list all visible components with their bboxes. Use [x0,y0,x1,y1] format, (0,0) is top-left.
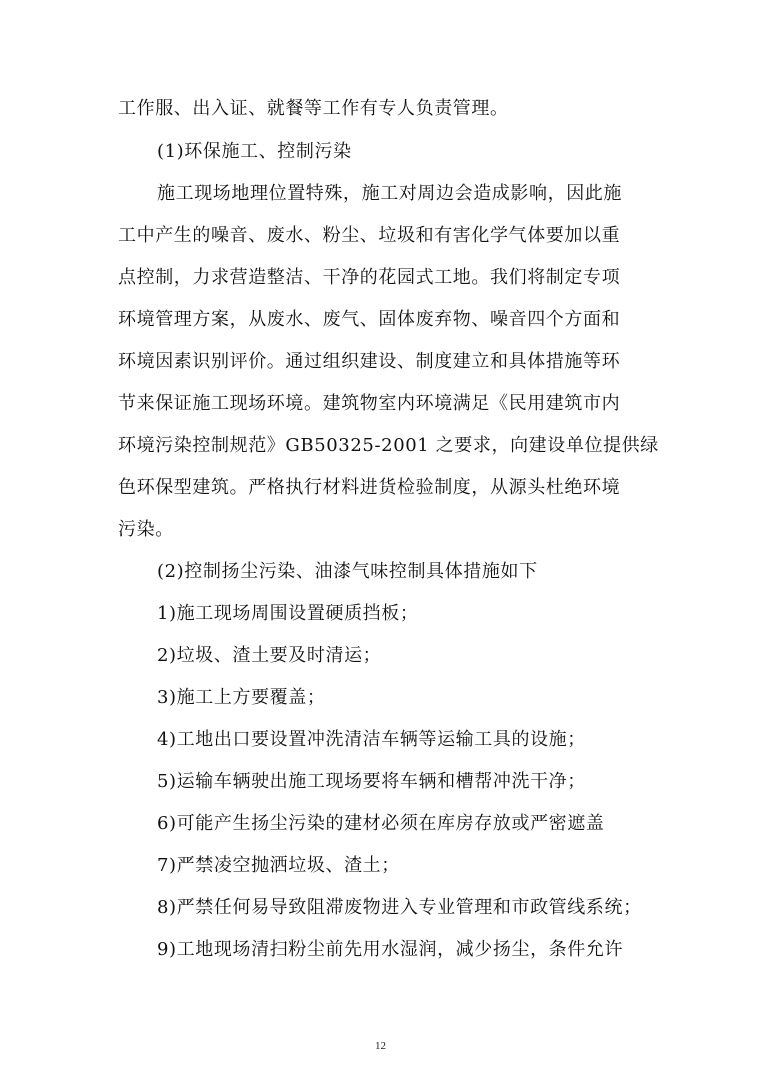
list-item-8: 8)严禁任何易导致阻滞废物进入专业管理和市政管线系统； [157,897,642,918]
list-item-2: 2)垃圾、渣土要及时清运； [157,645,382,666]
list-item-7: 7)严禁凌空抛洒垃圾、渣土； [157,855,400,876]
text-line-10: 色环保型建筑。严格执行材料进货检验制度，从源头杜绝环境 [118,477,621,498]
text-line-1: 工作服、出入证、就餐等工作有专人负责管理。 [118,98,509,119]
text-line-3: 施工现场地理位置特殊，施工对周边会造成影响，因此施 [157,183,622,204]
section-heading-1: (1)环保施工、控制污染 [157,141,352,162]
list-item-6: 6)可能产生扬尘污染的建材必须在库房存放或严密遮盖 [157,813,605,834]
text-line-9: 环境污染控制规范》GB50325-2001 之要求，向建设单位提供绿 [118,435,659,456]
list-item-5: 5)运输车辆驶出施工现场要将车辆和槽帮冲洗干净； [157,771,586,792]
list-item-3: 3)施工上方要覆盖； [157,687,326,708]
text-line-7: 环境因素识别评价。通过组织建设、制度建立和具体措施等环 [118,351,621,372]
section-heading-2: (2)控制扬尘污染、油漆气味控制具体措施如下 [157,561,538,582]
page-number: 12 [375,1040,386,1052]
list-item-9: 9)工地现场清扫粉尘前先用水湿润，减少扬尘，条件允许 [157,939,624,960]
text-line-8: 节来保证施工现场环境。建筑物室内环境满足《民用建筑市内 [118,393,621,414]
text-line-11: 污染。 [118,519,174,540]
list-item-4: 4)工地出口要设置冲洗清洁车辆等运输工具的设施； [157,729,586,750]
text-line-6: 环境管理方案，从废水、废气、固体废弃物、噪音四个方面和 [118,309,621,330]
text-line-5: 点控制，力求营造整洁、干净的花园式工地。我们将制定专项 [118,267,621,288]
list-item-1: 1)施工现场周围设置硬质挡板； [157,603,419,624]
text-line-4: 工中产生的噪音、废水、粉尘、垃圾和有害化学气体要加以重 [118,225,621,246]
